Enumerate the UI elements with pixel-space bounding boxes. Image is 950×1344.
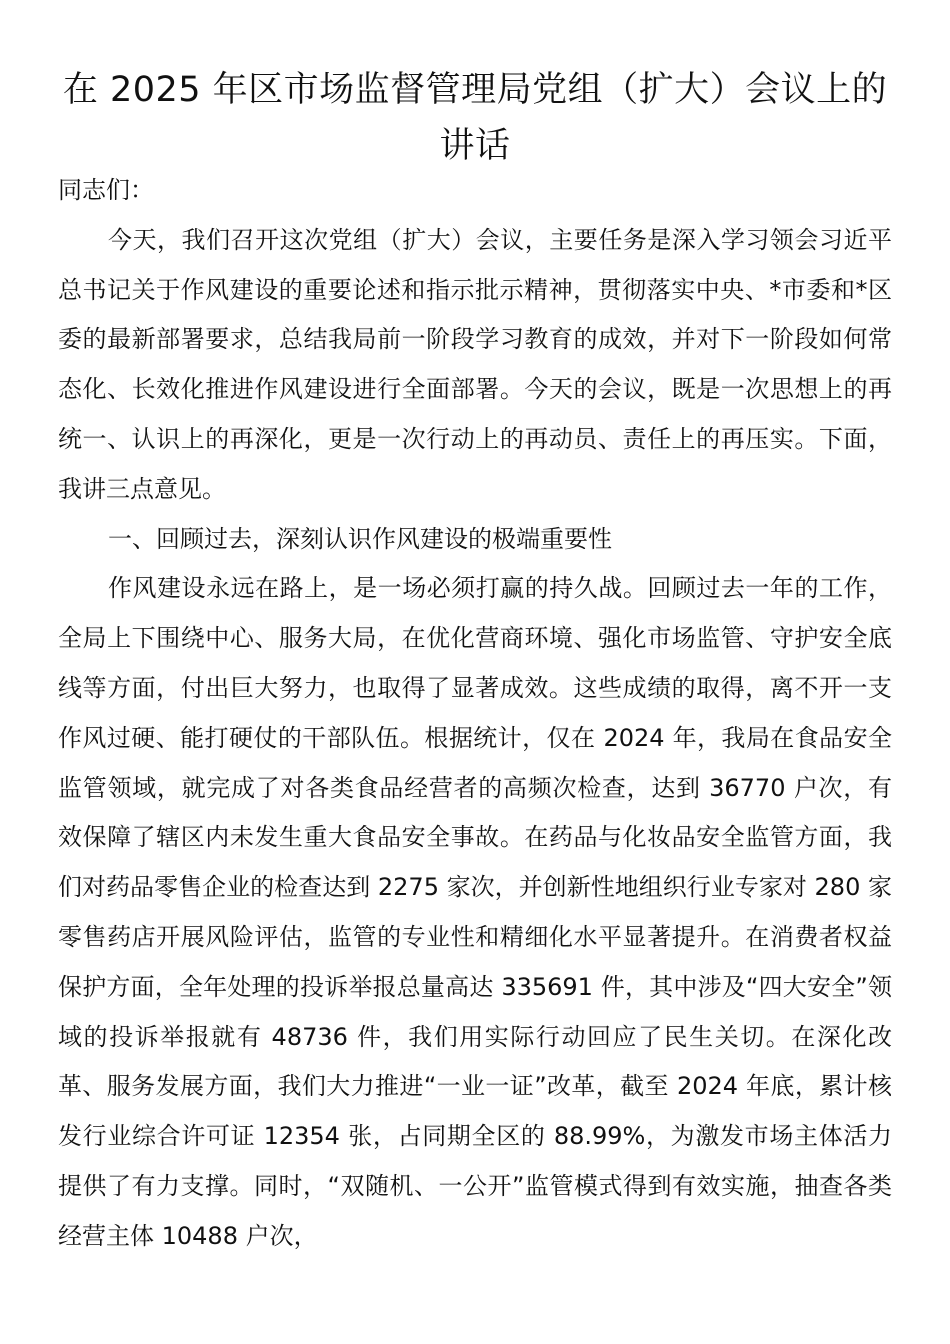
document-title: 在 2025 年区市场监督管理局党组（扩大）会议上的讲话	[62, 70, 888, 166]
document-body	[58, 166, 892, 1262]
paragraph-review: 作风建设永远在路上，是一场必须打赢的持久战。回顾过去一年的工作，全局上下围绕中心、服务大局，在优化营商环境、强化市场监管、守护安全底线等方面，付出巨大努力，也取得了显著成效。这些成绩的取得，离不开一支作风过硬、能打硬仗的干部队伍。根据统计，仅在 2024 年，我局在食品安全监管领域，就完成了对各类食品经营者的高频次检查，达到 36770 户次，有效保障了辖区内未发生重大食品安全事故。在药品与化妆品安全监管方面，我们对药品零售企业的检查达到 2275 家次，并创新性地组织行业专家对 280 家零售药店开展风险评估，监管的专业性和精细化水平显著提升。在消费者权益保护方面，全年处理的投诉举报总量高达 335691 件，其中涉及“四大安全”领域的投诉举报就有 48736 件，我们用实际行动回应了民生关切。在深化改革、服务发展方面，我们大力推进“一业一证”改革，截至 2024 年底，累计核发行业综合许可证 12354 张，占同期全区的 88.99%，为激发市场主体活力提供了有力支撑。同时，“双随机、一公开”监管模式得到有效实施，抽查各类经营主体 10488 户次，	[58, 574, 892, 1250]
paragraph-intro: 今天，我们召开这次党组（扩大）会议，主要任务是深入学习领会习近平总书记关于作风建设的重要论述和指示批示精神，贯彻落实中央、*市委和*区委的最新部署要求，总结我局前一阶段学习教育的成效，并对下一阶段如何常态化、长效化推进作风建设进行全面部署。今天的会议，既是一次思想上的再统一、认识上的再深化，更是一次行动上的再动员、责任上的再压实。下面，我讲三点意见。	[58, 225, 892, 503]
salutation: 同志们：	[58, 176, 154, 204]
section-heading-1: 一、回顾过去，深刻认识作风建设的极端重要性	[108, 524, 612, 553]
